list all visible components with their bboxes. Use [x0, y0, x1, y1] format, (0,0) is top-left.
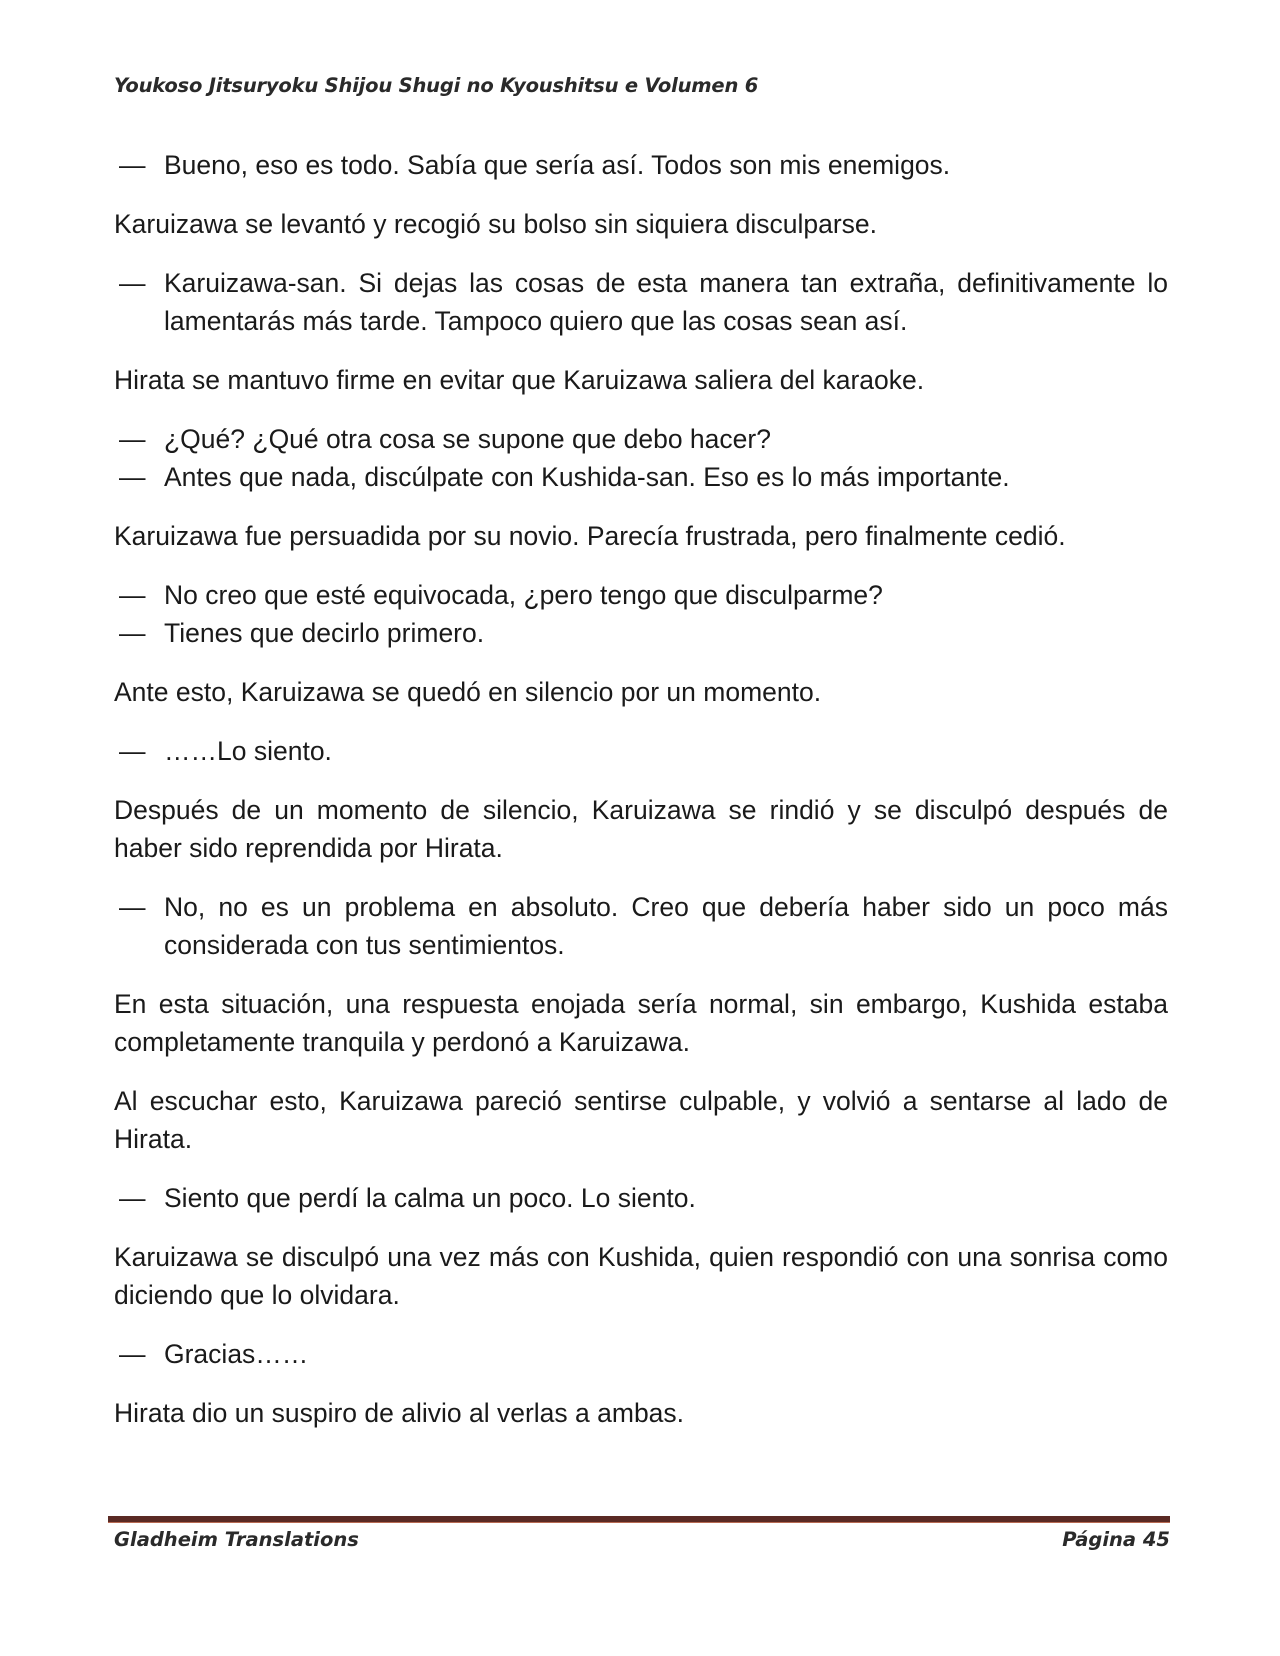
dialogue-line: [119, 420, 1168, 458]
dialogue-text: No creo que esté equivocada, ¿pero tengo que disculparme?: [164, 580, 883, 610]
narration-paragraph: Karuizawa fue persuadida por su novio. Parecía frustrada, pero finalmente cedió.: [114, 521, 1066, 551]
dialogue-text: ¿Qué? ¿Qué otra cosa se supone que debo hacer?: [164, 424, 771, 454]
narration-paragraph: Karuizawa se levantó y recogió su bolso sin siquiera disculparse.: [114, 209, 878, 239]
narration-paragraph: Karuizawa se disculpó una vez más con Kushida, quien respondió con una sonrisa como diciendo que lo olvidara.: [114, 1242, 1168, 1310]
narration-paragraph: Ante esto, Karuizawa se quedó en silencio por un momento.: [114, 677, 822, 707]
em-dash: —: [119, 892, 146, 922]
dialogue-text: Siento que perdí la calma un poco. Lo siento.: [164, 1183, 696, 1213]
dialogue-line: [119, 1179, 1168, 1217]
narration-paragraph: Después de un momento de silencio, Karuizawa se rindió y se disculpó después de haber sido reprendida por Hirata.: [114, 795, 1168, 863]
narration-paragraph: Hirata dio un suspiro de alivio al verlas a ambas.: [114, 1398, 685, 1428]
page-number: Página 45: [1062, 1528, 1170, 1551]
narration-paragraph: En esta situación, una respuesta enojada sería normal, sin embargo, Kushida estaba completamente tranquila y perdonó a Karuizawa.: [114, 989, 1168, 1057]
footer-credit: Gladheim Translations: [114, 1528, 359, 1551]
footer-rule: [108, 1516, 1170, 1523]
em-dash: —: [119, 462, 146, 492]
dialogue-line: [119, 888, 1168, 964]
em-dash: —: [119, 580, 146, 610]
em-dash: —: [119, 618, 146, 648]
em-dash: —: [119, 1183, 146, 1213]
dialogue-line: [119, 458, 1168, 496]
narration-paragraph: Hirata se mantuvo firme en evitar que Karuizawa saliera del karaoke.: [114, 365, 925, 395]
em-dash: —: [119, 424, 146, 454]
em-dash: —: [119, 736, 146, 766]
dialogue-text: Karuizawa-san. Si dejas las cosas de esta manera tan extraña, definitivamente lo lamentarás más tarde. Tampoco quiero que las cosas sean así.: [164, 268, 1168, 336]
dialogue-text: No, no es un problema en absoluto. Creo que debería haber sido un poco más considerada con tus sentimientos.: [164, 892, 1168, 960]
dialogue-text: ……Lo siento.: [164, 736, 332, 766]
dialogue-text: Bueno, eso es todo. Sabía que sería así. Todos son mis enemigos.: [164, 150, 951, 180]
dialogue-text: Antes que nada, discúlpate con Kushida-san. Eso es lo más importante.: [164, 462, 1010, 492]
narration-paragraph: Al escuchar esto, Karuizawa pareció sentirse culpable, y volvió a sentarse al lado de Hirata.: [114, 1086, 1168, 1154]
page-body: [114, 146, 1168, 1453]
dialogue-line: [119, 576, 1168, 614]
dialogue-line: [119, 264, 1168, 340]
dialogue-text: Tienes que decirlo primero.: [164, 618, 485, 648]
dialogue-text: Gracias……: [164, 1339, 309, 1369]
running-header: Youkoso Jitsuryoku Shijou Shugi no Kyoushitsu e Volumen 6: [114, 74, 759, 97]
em-dash: —: [119, 268, 146, 298]
em-dash: —: [119, 1339, 146, 1369]
dialogue-line: [119, 614, 1168, 652]
dialogue-line: [119, 146, 1168, 184]
em-dash: —: [119, 150, 146, 180]
dialogue-line: [119, 1335, 1168, 1373]
dialogue-line: [119, 732, 1168, 770]
